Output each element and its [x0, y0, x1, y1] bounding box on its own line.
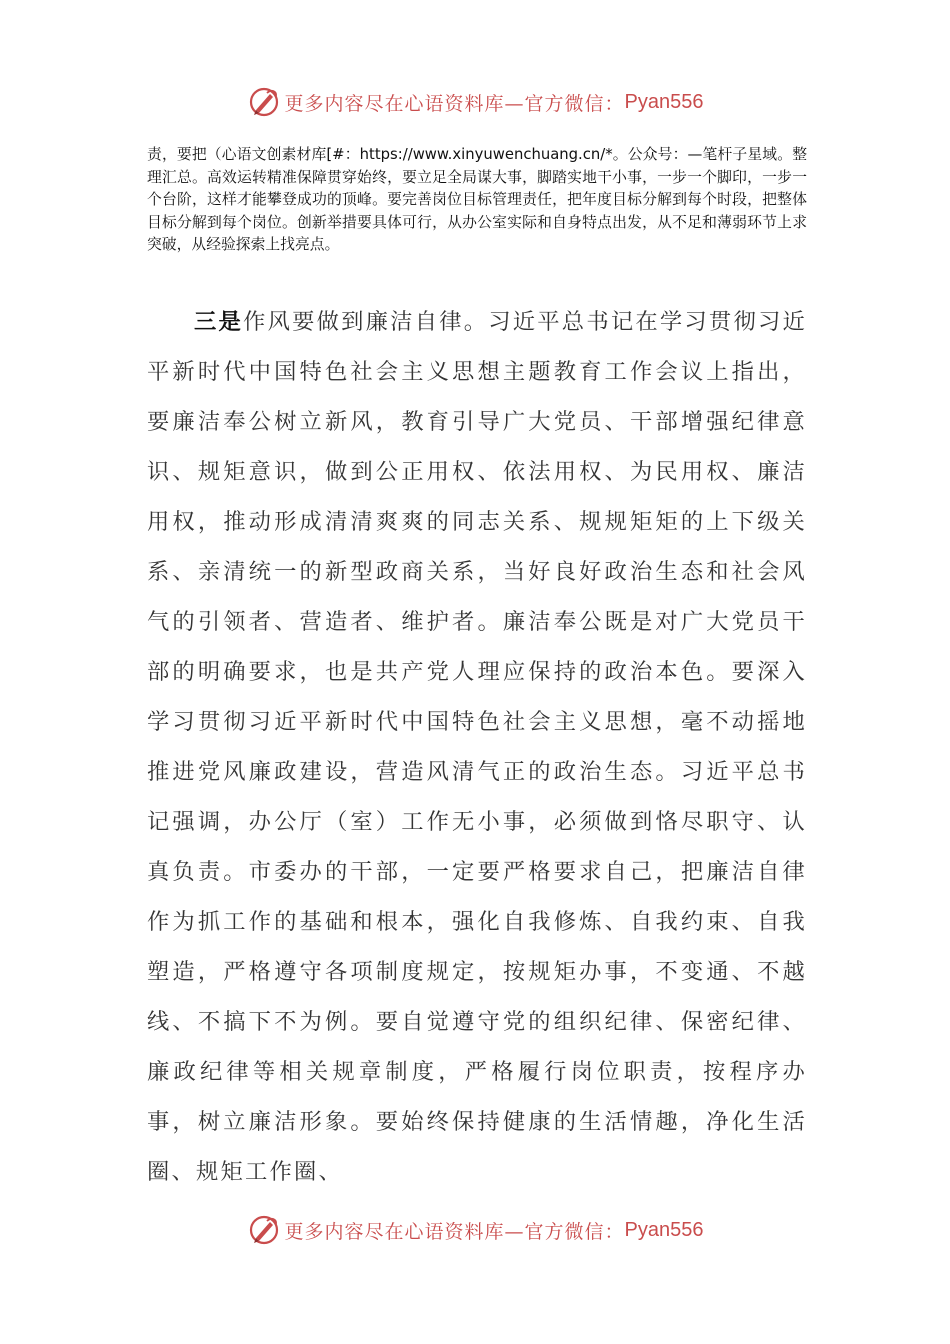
section-paragraph — [147, 297, 807, 1197]
pen-logo-icon — [247, 1213, 281, 1247]
watermark-text: 更多内容尽在心语资料库—官方微信： — [284, 1220, 625, 1243]
section-lead: 三是 — [194, 309, 244, 335]
section-body: 作风要做到廉洁自律。习近平总书记在学习贯彻习近平新时代中国特色社会主义思想主题教育工作会议上指出，要廉洁奉公树立新风，教育引导广大党员、干部增强纪律意识、规矩意识，做到公正用权、依法用权、为民用权、廉洁用权，推动形成清清爽爽的同志关系、规规矩矩的上下级关系、亲清统一的新型政商关系，当好良好政治生态和社会风气的引领者、营造者、维护者。廉洁奉公既是对广大党员干部的明确要求，也是共产党人理应保持的政治本色。要深入学习贯彻习近平新时代中国特色社会主义思想，毫不动摇地推进党风廉政建设，营造风清气正的政治生态。习近平总书记强调，办公厅（室）工作无小事，必须做到恪尽职守、认真负责。市委办的干部，一定要严格要求自己，把廉洁自律作为抓工作的基础和根本，强化自我修炼、自我约束、自我塑造，严格遵守各项制度规定，按规矩办事，不变通、不越线、不搞下不为例。要自觉遵守党的组织纪律、保密纪律、廉政纪律等相关规章制度，严格履行岗位职责，按程序办事，树立廉洁形象。要始终保持健康的生活情趣，净化生活圈、规矩工作圈、 — [147, 309, 807, 1185]
watermark-text: 更多内容尽在心语资料库—官方微信： — [284, 92, 625, 115]
continued-paragraph: 责，要把（心语文创素材库[#：https://www.xinyuwenchuang.cn/*。公众号：—笔杆子星域。整理汇总。高效运转精准保障贯穿始终，要立足全局谋大事，脚踏实地干小事，一步一个脚印，一步一个台阶，这样才能攀登成功的顶峰。要完善岗位目标管理责任，把年度目标分解到每个时段，把整体目标分解到每个岗位。创新举措要具体可行，从办公室实际和自身特点出发，从不足和薄弱环节上求突破，从经验探索上找亮点。 — [147, 146, 807, 253]
watermark-footer — [0, 1210, 950, 1250]
pen-logo-icon — [247, 85, 281, 119]
watermark-wechat-id: Pyan556 — [624, 90, 704, 113]
watermark-wechat-id: Pyan556 — [624, 1218, 704, 1241]
watermark-header — [0, 82, 950, 122]
